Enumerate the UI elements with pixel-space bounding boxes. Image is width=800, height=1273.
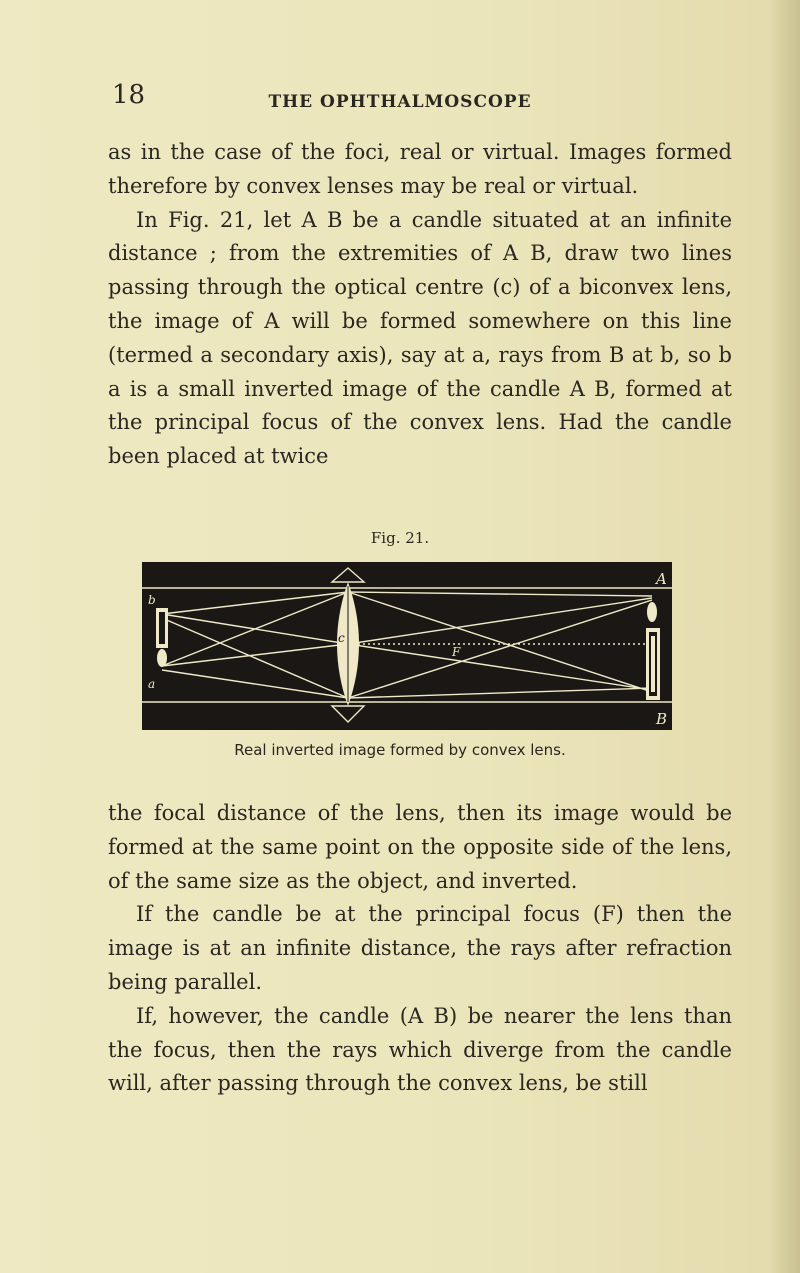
ray (348, 598, 652, 644)
label-b: b (148, 593, 156, 607)
label-F: F (452, 645, 461, 659)
lens-diagram-svg (142, 562, 672, 730)
paragraph: the focal distance of the lens, then its image would be formed at the same point on the opposite side of the lens, of the same size as the object, and inverted. (108, 801, 732, 893)
label-a: a (148, 677, 156, 691)
ray (348, 592, 652, 692)
candle-object (646, 602, 660, 700)
running-title: THE OPHTHALMOSCOPE (268, 92, 532, 112)
small-candle-image (156, 608, 168, 667)
label-c: c (338, 631, 345, 645)
ray (348, 592, 652, 596)
text-block-before-figure (108, 136, 732, 474)
page-number: 18 (112, 80, 146, 110)
ray (162, 670, 348, 698)
paragraph: If the candle be at the principal focus (F) then the image is at an infinite distance, the rays after refraction being parallel. (108, 902, 732, 994)
paragraph: If, however, the candle (A B) be nearer the lens than the focus, then the rays which diverge from the candle will, after passing through the convex lens, be still (108, 1003, 732, 1096)
figure-label: Fig. 21. (370, 529, 430, 547)
ray (348, 688, 652, 698)
text-block-after-figure (108, 797, 732, 1101)
figure-caption: Real inverted image formed by convex lens. (234, 741, 566, 759)
paragraph: as in the case of the foci, real or virtual. Images formed therefore by convex lenses may be real or virtual. (108, 140, 732, 198)
label-A: A (656, 570, 667, 588)
ray (162, 618, 348, 698)
ray-lines (162, 592, 652, 698)
lens-diagram (142, 562, 672, 730)
paragraph: In Fig. 21, let A B be a candle situated at an infinite distance ; from the extremities of A B, draw two lines passing through the optical centre (c) of a biconvex lens, the image of A will be formed somewhere on this line (termed a secondary axis), say at a, rays from B at b, so b a is a small inverted image of the candle A B, formed at the principal focus of the convex lens. Had the candle been placed at twice (108, 207, 732, 469)
label-B: B (656, 710, 668, 728)
